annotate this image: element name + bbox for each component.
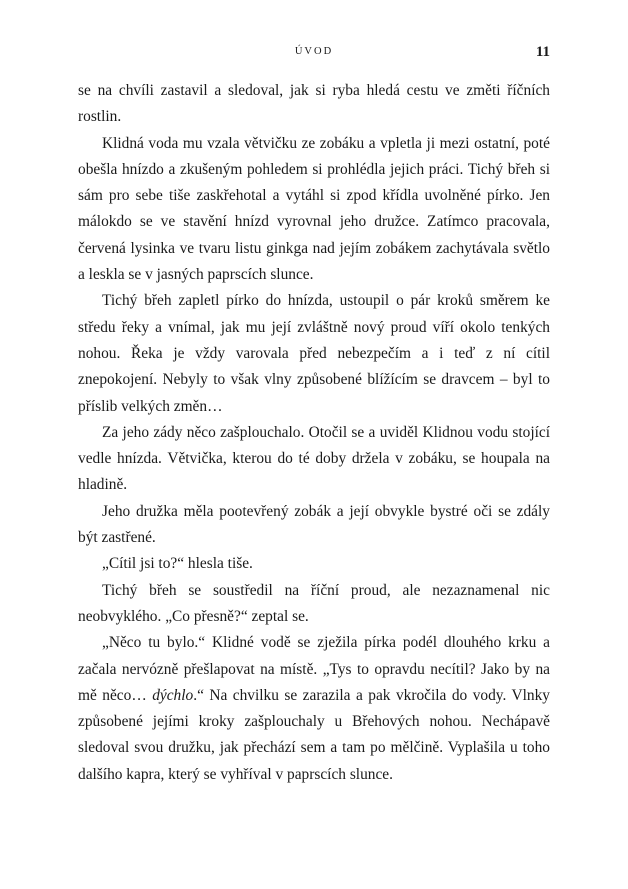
paragraph: Klidná voda mu vzala větvičku ze zobáku a vpletla ji mezi ostatní, poté obešla hnízdo a zkušeným pohledem si prohlédla jejich práci. Tichý břeh si sám pro sebe tiše zaskřehotal a vytáhl si zpod křídla uvolněné pírko. Jen málokdo se ve stavění hnízd vyrovnal jeho družce. Zatímco pracovala, červená lysinka ve tvaru listu ginkga nad jejím zobákem zachytávala světlo a leskla se v jasných paprscích slunce.	[78, 134, 550, 284]
paragraph: Jeho družka měla pootevřený zobák a její obvykle bystré oči se zdály být zastřené.	[78, 502, 550, 547]
text-run: „Něco tu bylo.“ Klidné vodě se zježila pírka podél dlouhého krku a začala nervózně přešlapovat na místě. „Tys to opravdu necítil? Jako by na mě něco…	[78, 634, 550, 704]
dialogue-paragraph-last	[78, 630, 550, 788]
paragraph: Za jeho zády něco zašplouchalo. Otočil se a uviděl Klidnou vodu stojící vedle hnízda. Větvička, kterou do té doby držela v zobáku, se houpala na hladině.	[78, 423, 550, 494]
paragraph: Tichý břeh se soustředil na říční proud, ale nezaznamenal nic neobvyklého. „Co přesně?“ zeptal se.	[78, 581, 550, 625]
emphasized-word: dýchlo	[152, 686, 194, 704]
page-number: 11	[535, 44, 550, 60]
dialogue-paragraph: „Cítil jsi to?“ hlesla tiše.	[102, 555, 253, 573]
text-run: .“ Na chvilku se zarazila a pak vkročila do vody. Vlnky způsobené jejími kroky zašplouchaly u Břehových nohou. Nechápavě sledoval svou družku, jak přechází sem a tam po mělčině. Vyplašila u toho dalšího kapra, který se vyhříval v paprscích slunce.	[78, 686, 550, 783]
paragraph-continuation: se na chvíli zastavil a sledoval, jak si ryba hledá cestu ve změti říčních rostlin.	[78, 82, 550, 126]
paragraph: Tichý břeh zapletl pírko do hnízda, ustoupil o pár kroků směrem ke středu řeky a vnímal, jak mu její zvláštně nový proud víří okolo tenkých nohou. Řeka je vždy varovala před nebezpečím a i teď z ní cítil znepokojení. Nebyly to však vlny způsobené blížícím se dravcem – byl to příslib velkých změn…	[78, 292, 550, 415]
running-head	[78, 42, 550, 62]
body-text	[78, 78, 550, 788]
chapter-title: ÚVOD	[294, 46, 334, 57]
